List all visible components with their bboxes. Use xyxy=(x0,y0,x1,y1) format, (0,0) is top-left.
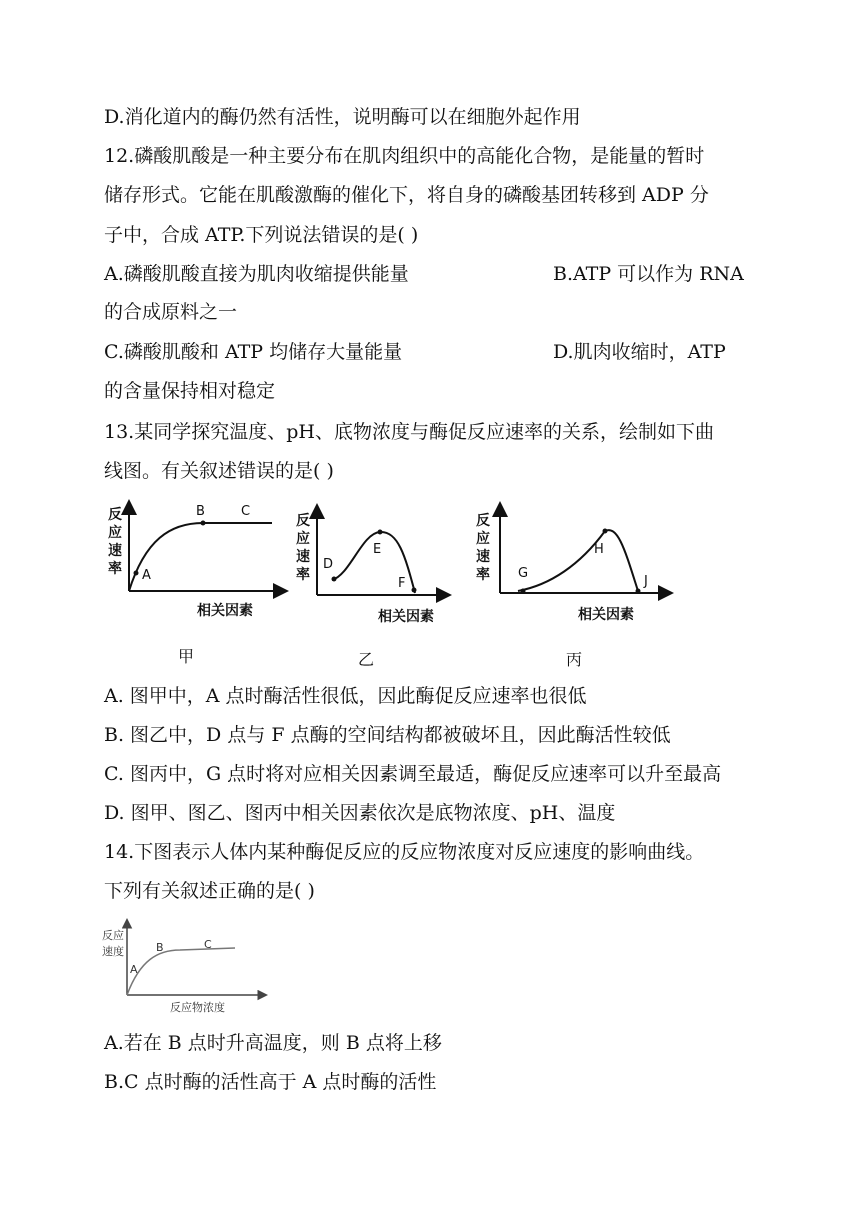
q13-option-c: C. 图丙中，G 点时将对应相关因素调至最适，酶促反应速率可以升至最高 xyxy=(104,763,722,785)
q12-option-c: C.磷酸肌酸和 ATP 均储存大量能量 xyxy=(104,341,403,363)
bing-caption: 丙 xyxy=(566,650,583,669)
jia-ylabel-1: 反 xyxy=(108,507,122,523)
q14-option-a: A.若在 B 点时升高温度，则 B 点将上移 xyxy=(104,1032,442,1054)
q13-option-b: B. 图乙中，D 点与 F 点酶的空间结构都被破坏且，因此酶活性较低 xyxy=(104,724,671,746)
jia-ylabel-2: 应 xyxy=(108,525,122,541)
q13-option-a: A. 图甲中，A 点时酶活性很低，因此酶促反应速率也很低 xyxy=(104,685,587,707)
yi-ylabel-1: 反 xyxy=(296,513,310,529)
bing-ylabel-4: 率 xyxy=(476,567,490,583)
q14-ylabel-2: 应 xyxy=(113,929,124,942)
jia-label-a: A xyxy=(142,568,151,583)
q14-label-a: A xyxy=(130,963,138,976)
q14-curve xyxy=(127,948,235,995)
q14-xlabel: 反应物浓度 xyxy=(170,1001,225,1014)
jia-point-b xyxy=(201,521,206,526)
yi-ylabel-4: 率 xyxy=(296,567,310,583)
yi-point-e xyxy=(378,530,383,535)
q12-option-b: B.ATP 可以作为 RNA xyxy=(553,263,744,285)
q12-stem-line2: 储存形式。它能在肌酸激酶的催化下，将自身的磷酸基团转移到 ADP 分 xyxy=(104,184,709,206)
q12-stem-line1: 12.磷酸肌酸是一种主要分布在肌肉组织中的高能化合物，是能量的暂时 xyxy=(104,145,705,167)
figure-yi xyxy=(296,507,448,669)
yi-caption: 乙 xyxy=(358,650,375,669)
bing-label-h: H xyxy=(594,542,604,557)
yi-point-d xyxy=(332,577,337,582)
q14-option-b: B.C 点时酶的活性高于 A 点时酶的活性 xyxy=(104,1071,437,1093)
yi-label-d: D xyxy=(323,557,334,572)
yi-xlabel: 相关因素 xyxy=(378,609,434,625)
jia-caption: 甲 xyxy=(178,647,195,666)
jia-ylabel-4: 率 xyxy=(108,561,122,577)
jia-ylabel-3: 速 xyxy=(108,543,122,559)
q12-option-b-cont: 的合成原料之一 xyxy=(104,301,238,323)
bing-point-h xyxy=(603,529,608,534)
bing-ylabel-2: 应 xyxy=(476,531,490,547)
q12-option-d-cont: 的含量保持相对稳定 xyxy=(104,380,276,402)
q14-ylabel-3: 速 xyxy=(102,945,113,958)
bing-ylabel-1: 反 xyxy=(476,513,490,529)
jia-xlabel: 相关因素 xyxy=(197,603,253,619)
q14-figure xyxy=(100,915,275,1015)
bing-curve xyxy=(518,530,638,591)
q14-label-c: C xyxy=(204,938,212,951)
q12-stem-line3: 子中，合成 ATP.下列说法错误的是( ) xyxy=(104,224,419,246)
bing-xlabel: 相关因素 xyxy=(578,607,634,623)
q12-option-a: A.磷酸肌酸直接为肌肉收缩提供能量 xyxy=(104,263,409,285)
yi-point-f xyxy=(412,588,417,593)
figure-jia xyxy=(108,503,285,666)
bing-label-g: G xyxy=(518,566,529,581)
q14-stem-line1: 14.下图表示人体内某种酶促反应的反应物浓度对反应速度的影响曲线。 xyxy=(104,841,705,863)
q14-ylabel-4: 度 xyxy=(113,945,124,958)
bing-ylabel-3: 速 xyxy=(476,549,490,565)
figure-bing xyxy=(476,505,670,669)
yi-label-e: E xyxy=(373,542,382,557)
q13-stem-line2: 线图。有关叙述错误的是( ) xyxy=(104,460,334,482)
bing-point-g xyxy=(521,589,526,594)
jia-label-b: B xyxy=(196,504,205,519)
yi-ylabel-2: 应 xyxy=(296,531,310,547)
q14-ylabel-1: 反 xyxy=(102,929,113,942)
jia-point-a xyxy=(134,571,139,576)
bing-point-j xyxy=(636,589,641,594)
q12-option-d: D.肌肉收缩时，ATP xyxy=(553,341,726,363)
q13-option-d: D. 图甲、图乙、图丙中相关因素依次是底物浓度、pH、温度 xyxy=(104,802,616,824)
bing-label-j: J xyxy=(644,574,648,589)
yi-ylabel-3: 速 xyxy=(296,549,310,565)
q11-option-d: D.消化道内的酶仍然有活性，说明酶可以在细胞外起作用 xyxy=(104,106,581,128)
yi-label-f: F xyxy=(398,576,406,591)
q14-label-b: B xyxy=(156,941,164,954)
q13-figures xyxy=(100,495,700,670)
q13-stem-line1: 13.某同学探究温度、pH、底物浓度与酶促反应速率的关系，绘制如下曲 xyxy=(104,421,714,443)
q14-stem-line2: 下列有关叙述正确的是( ) xyxy=(104,880,315,902)
jia-label-c: C xyxy=(241,504,251,519)
